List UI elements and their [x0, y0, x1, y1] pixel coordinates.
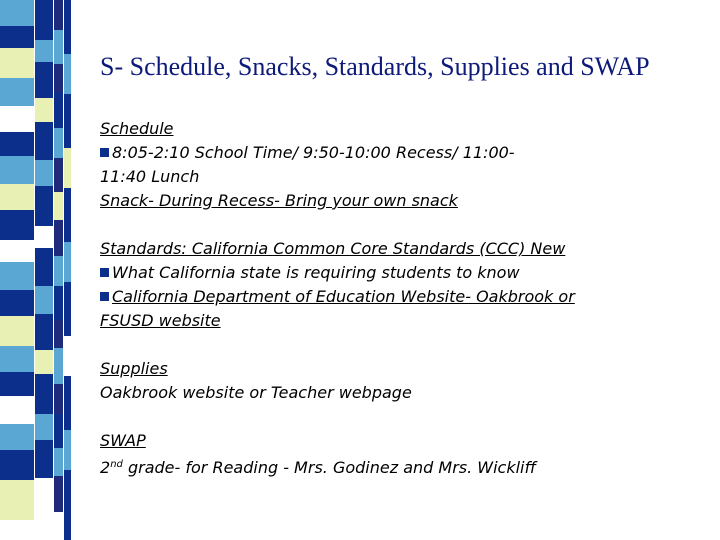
standards-line — [100, 261, 700, 285]
bullet-icon — [100, 292, 109, 301]
decorative-color-strip — [0, 0, 78, 540]
standards-heading: Standards: California Common Core Standards (CCC) New — [100, 239, 566, 258]
schedule-lunch: 11:40 Lunch — [100, 167, 200, 186]
fsusd-website-link[interactable]: FSUSD website — [100, 311, 221, 330]
slide-body — [100, 117, 700, 480]
grade-number: 2 — [100, 458, 111, 477]
schedule-line — [100, 141, 700, 165]
swap-line — [100, 453, 700, 480]
standards-description: What California state is requiring students to know — [112, 263, 520, 282]
strip-column — [63, 0, 71, 540]
schedule-heading: Schedule — [100, 119, 174, 138]
slide-title: S- Schedule, Snacks, Standards, Supplies and SWAP — [100, 52, 650, 81]
swap-heading: SWAP — [100, 431, 146, 450]
grade-suffix: nd — [110, 459, 123, 470]
standards-link-line — [100, 285, 700, 309]
supplies-heading: Supplies — [100, 359, 168, 378]
swap-description: grade- for Reading - Mrs. Godinez and Mrs. Wickliff — [122, 458, 537, 477]
strip-column — [53, 0, 63, 540]
supplies-line: Oakbrook website or Teacher webpage — [100, 383, 412, 402]
bullet-icon — [100, 148, 109, 157]
schedule-times: 8:05-2:10 School Time/ 9:50-10:00 Recess/ 11:00- — [112, 143, 515, 162]
bullet-icon — [100, 268, 109, 277]
cde-website-link[interactable]: California Department of Education Website- Oakbrook or — [112, 287, 575, 306]
snack-line: Snack- During Recess- Bring your own snack — [100, 191, 458, 210]
strip-column — [34, 0, 53, 540]
strip-column — [0, 0, 34, 540]
